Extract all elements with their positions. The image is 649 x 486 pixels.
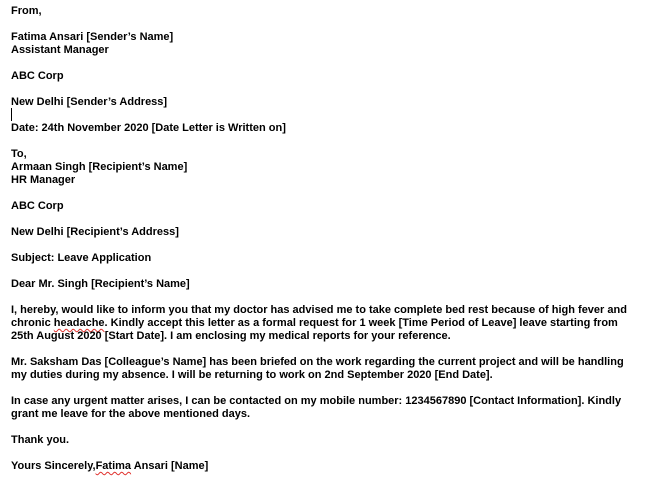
spelling-error-name[interactable]: Fatima — [95, 460, 132, 472]
closing-text-b: Ansari [Name] — [131, 460, 209, 472]
recipient-title: HR Manager — [11, 174, 76, 186]
sender-address: New Delhi [Sender’s Address] — [11, 96, 168, 108]
salutation: Dear Mr. Singh [Recipient’s Name] — [11, 278, 190, 290]
subject-line: Subject: Leave Application — [11, 252, 152, 264]
sender-name: Fatima Ansari [Sender’s Name] — [11, 31, 174, 43]
thanks-line: Thank you. — [11, 434, 70, 446]
body-paragraph-3: In case any urgent matter arises, I can be contacted on my mobile number: 1234567890 [Contact Information]. Kindly grant me leave for the above mentioned days. — [11, 395, 622, 420]
from-label: From, — [11, 5, 42, 17]
body-paragraph-1 — [11, 304, 641, 343]
sender-company: ABC Corp — [11, 70, 64, 82]
closing-text-a: Yours Sincerely, — [11, 460, 96, 472]
body-paragraph-2: Mr. Saksham Das [Colleague’s Name] has been briefed on the work regarding the current project and will be handling my duties during my absence. I will be returning to work on 2nd September 2020 [End Date]. — [11, 356, 624, 381]
closing-line — [11, 460, 208, 473]
to-label: To, — [11, 148, 27, 160]
recipient-company: ABC Corp — [11, 200, 64, 212]
body-paragraph-1-text-b: . Kindly accept this letter as a formal request for 1 week [Time Period of Leave] leave starting from 25th August 2020 [Start Date]. I am enclosing my medical reports for your reference. — [11, 317, 618, 342]
sender-title: Assistant Manager — [11, 44, 109, 56]
date-line: Date: 24th November 2020 [Date Letter is Written on] — [11, 122, 286, 134]
recipient-name: Armaan Singh [Recipient’s Name] — [11, 161, 188, 173]
spelling-error-word[interactable]: headache — [53, 317, 105, 329]
body-paragraph-1-text-a: I, hereby, would like to inform you that my doctor has advised me to take complete bed rest because of high fever and chronic — [11, 304, 627, 329]
recipient-address: New Delhi [Recipient’s Address] — [11, 226, 179, 238]
text-cursor — [11, 108, 12, 121]
